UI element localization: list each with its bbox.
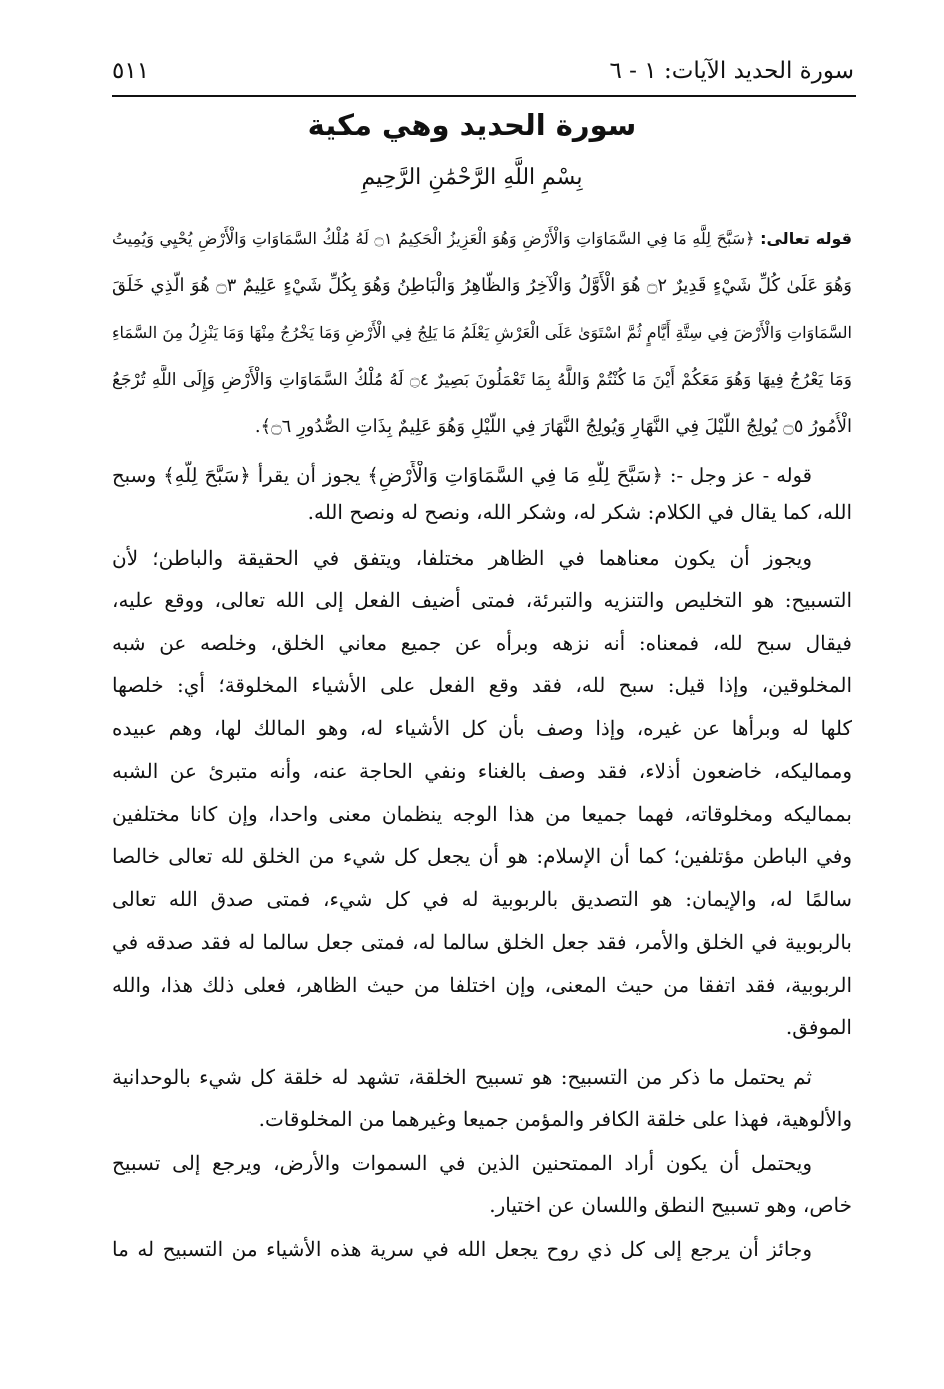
basmala: بِسْمِ اللَّهِ الرَّحْمَٰنِ الرَّحِيمِ: [361, 165, 583, 190]
commentary-line: التسبيح: هو التخليص والتنزيه والتبرئة، فمتى أضيف الفعل إلى الله تعالى، ووقع عليه،: [112, 588, 852, 612]
verse-line: وَمَا يَعْرُجُ فِيهَا وَهُوَ مَعَكُمْ أَيْنَ مَا كُنْتُمْ وَاللَّهُ بِمَا تَعْمَلُونَ بَصِيرٌ ۝٤ لَهُ مُلْكُ السَّمَاوَاتِ وَالْأَرْضِ وَإِلَى اللَّهِ تُرْجَعُ: [112, 370, 852, 390]
commentary-line: ويحتمل أن يكون أراد الممتحنين الذين في السموات والأرض، ويرجع إلى تسبيح: [112, 1151, 812, 1175]
commentary-line: الموفق.: [785, 1015, 852, 1039]
commentary-line: بمماليكه ومخلوقاته، فهما جميعا من هذا الوجه ينظمان معنى واحدا، وإن كانا مختلفين: [112, 802, 852, 826]
commentary-line: الربوبية، فقد اتفقا من حيث المعنى، وإن اختلفا من حيث الظاهر، فعلى ذلك هذا، والله: [112, 973, 852, 997]
surah-title: سورة الحديد وهي مكية: [307, 108, 637, 142]
commentary-line: خاص، وهو تسبيح النطق واللسان عن اختيار.: [489, 1193, 852, 1217]
running-title: سورة الحديد الآيات: ١ - ٦: [609, 58, 854, 84]
commentary-line: والألوهية، فهذا على خلقة الكافر والمؤمن جميعا وغيرهما من المخلوقات.: [258, 1107, 852, 1131]
commentary-line: وفي الباطن مؤتلفين؛ كما أن الإسلام: هو أن يجعل كل شيء من الخلق لله تعالى خالصا: [112, 844, 852, 868]
commentary-line: المخلوقين، وإذا قيل: سبح لله، فقد وقع الفعل على الأشياء المخلوقة؛ أي: خلصها: [112, 673, 852, 697]
verse-line: وَهُوَ عَلَىٰ كُلِّ شَيْءٍ قَدِيرٌ ۝٢ هُوَ الْأَوَّلُ وَالْآخِرُ وَالظَّاهِرُ وَالْبَاطِنُ وَهُوَ بِكُلِّ شَيْءٍ عَلِيمٌ ۝٣ هُوَ الَّذِي خَلَقَ: [112, 275, 852, 296]
commentary-line: قوله - عز وجل -: ﴿سَبَّحَ لِلَّهِ مَا فِي السَّمَاوَاتِ وَالْأَرْضِ﴾ يجوز أن يقرأ ﴿سَبَّحَ لِلَّهِ﴾ وسبح: [112, 464, 812, 487]
commentary-line: سالمًا له، والإيمان: هو التصديق بالربوبية له في كل شيء، فمتى صدق الله تعالى: [112, 887, 852, 911]
header-divider: [112, 95, 856, 97]
verse-text: ﴿سَبَّحَ لِلَّهِ مَا فِي السَّمَاوَاتِ وَالْأَرْضِ وَهُوَ الْعَزِيزُ الْحَكِيمُ ۝١ لَهُ مُلْكُ السَّمَاوَاتِ وَالْأَرْضِ يُحْيِي وَيُمِيتُ: [112, 229, 755, 248]
page-number: ٥١١: [112, 58, 150, 84]
commentary-line: وجائز أن يرجع إلى كل ذي روح يجعل الله في سرية هذه الأشياء من التسبيح له ما: [112, 1237, 812, 1261]
verse-line: الْأُمُورُ ۝٥ يُولِجُ اللَّيْلَ فِي النَّهَارِ وَيُولِجُ النَّهَارَ فِي اللَّيْلِ وَهُوَ عَلِيمٌ بِذَاتِ الصُّدُورِ ۝٦﴾.: [254, 416, 852, 437]
commentary-line: ثم يحتمل ما ذكر من التسبيح: هو تسبيح الخلقة، تشهد له خلقة كل شيء بالوحدانية: [112, 1065, 812, 1089]
commentary-line: ويجوز أن يكون معناهما في الظاهر مختلفا، ويتفق في الحقيقة والباطن؛ لأن: [112, 546, 812, 570]
commentary-line: فيقال سبح لله، فمعناه: أنه نزهه وبرأه عن جميع معاني الخلق، وخلصه عن شبه: [112, 631, 852, 655]
commentary-line: كلها له وبرأها عن غيره، وإذا وصف بأن كل الأشياء له، وهو المالك لها، وهم عبيده: [112, 716, 852, 740]
commentary-line: الله، كما يقال في الكلام: شكر له، وشكر الله، ونصح له ونصح الله.: [307, 500, 852, 524]
commentary-line: بالربوبية في الخلق والأمر، فقد جعل الخلق سالما له، فمتى جعل سالما له فقد صدقه في: [112, 930, 852, 954]
verse-lead: قوله تعالى:: [760, 229, 852, 248]
verse-line: السَّمَاوَاتِ وَالْأَرْضَ فِي سِتَّةِ أَيَّامٍ ثُمَّ اسْتَوَىٰ عَلَى الْعَرْشِ يَعْلَمُ مَا يَلِجُ فِي الْأَرْضِ وَمَا يَخْرُجُ مِنْهَا وَمَا يَنْزِلُ مِنَ السَّمَاءِ: [112, 323, 852, 342]
verse-line: [112, 224, 852, 254]
commentary-line: ومماليكه، خاضعون أذلاء، فقد وصف بالغناء ونفي الحاجة عنه، وأنه متبرئ عن الشبه: [112, 759, 852, 783]
running-header: [112, 58, 854, 92]
